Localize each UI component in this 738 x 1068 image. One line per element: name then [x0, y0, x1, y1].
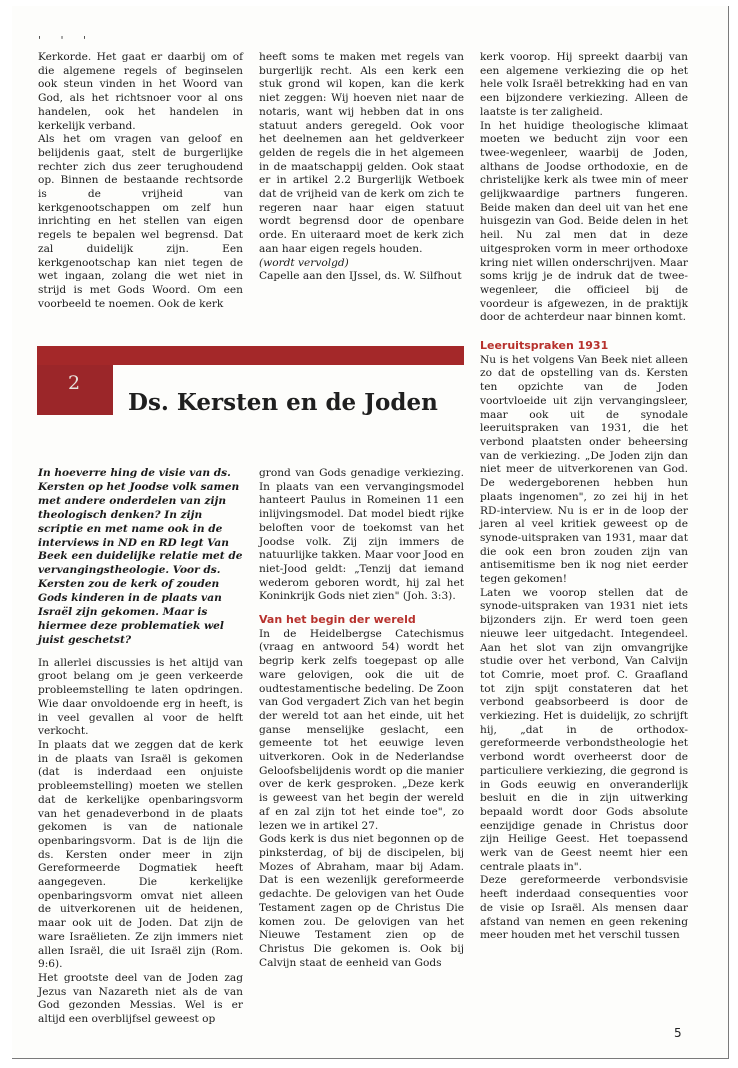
paragraph: heeft soms te maken met regels van burgerlijk recht. Als een kerk een stuk grond wil kopen, kan die kerk niet zeggen: Wij hoeven niet naar de notaris, want wij hebben dat in ons statuut anders geregeld. Ook voor het deelnemen aan het geldverkeer gelden de regels die in het algemeen in de maatschappij gelden. Ook staat er in artikel 2.2 Burgerlijk Wetboek dat de vrijheid van de kerk om zich te regeren naar haar eigen statuut wordt begrensd door de openbare orde. En uiteraard moet de kerk zich aan haar eigen regels houden. [259, 51, 464, 255]
top-column-1 [38, 51, 243, 311]
section-number-box [37, 365, 113, 415]
article-lead: In hoeverre hing de visie van ds. Kersten op het Joodse volk samen met andere onderdelen van zijn theologisch denken? In zijn scriptie en met name ook in de interviews in ND en RD legt Van Beek een duidelijke relatie met de vervangingstheologie. Voor ds. Kersten zou de kerk of zouden Gods kinderen in de plaats van Israël zijn gekomen. Maar is hiermee deze problematiek wel juist geschetst? [38, 467, 243, 646]
paragraph: In het huidige theologische klimaat moeten we beducht zijn voor een twee-wegenleer, waarbij de Joden, althans de Joodse orthodoxie, en de christelijke kerk als twee min of meer gelijkwaardige partners fungeren. Beide maken dan deel uit van het ene huisgezin van God. Beide delen in het heil. Nu zal men dat in deze uitgesproken vorm in meer orthodoxe kring niet willen onderschrijven. Maar soms krijg je de indruk dat de twee-wegenleer, die officieel bij de voordeur is afgewezen, in de praktijk door de achterdeur naar binnen komt. [480, 119, 688, 324]
scan-marks: ' ' ' [38, 34, 95, 47]
paragraph: Laten we voorop stellen dat de synode-uitspraken van 1931 niet iets bijzonders zijn. Er werd toen geen nieuwe leer uitgedacht. Integendeel. Aan het slot van zijn omvangrijke studie over het verbond, Van Calvijn tot Comrie, moet prof. C. Graafland tot zijn spijt constateren dat het verbond geabsorbeerd is door de verkiezing. Het is duidelijk, zo schrijft hij, „dat in de orthodox-gereformeerde verbondstheologie het verbond wordt overheerst door de particuliere verkiezing, die gegrond is in Gods eeuwig en onveranderlijk besluit en die in zijn uitwerking bepaald wordt door Gods absolute eenzijdige genade in Christus door zijn Heilige Geest. Het toepassend werk van de Geest neemt hier een centrale plaats in". [480, 586, 688, 873]
paragraph: grond van Gods genadige verkiezing. In plaats van een vervangingsmodel hanteert Paulus in Romeinen 11 een inlijvingsmodel. Dat model biedt rijke beloften voor de toekomst van het Joodse volk. Zij zijn immers de natuurlijke takken. Maar voor Jood en niet-Jood geldt: „Tenzij dat iemand wederom geboren wordt, hij zal het Koninkrijk Gods niet zien" (Joh. 3:3). [259, 467, 464, 603]
paragraph: kerk voorop. Hij spreekt daarbij van een algemene verkiezing die op het hele volk Israël betrekking had en van een bijzondere verkiezing. Alleen de laatste is ter zaligheid. [480, 51, 688, 118]
section-number: 2 [68, 372, 81, 394]
continued-note: (wordt vervolgd) [259, 256, 349, 269]
subheading: Van het begin der wereld [259, 613, 416, 627]
top-column-2 [259, 51, 464, 284]
paragraph: Kerkorde. Het gaat er daarbij om of die algemene regels of beginselen ook steun vinden in het Woord van God, als het richtsnoer voor al ons handelen, ook het handelen in kerkelijk verband. [38, 51, 243, 132]
paragraph: Deze gereformeerde verbondsvisie heeft inderdaad consequenties voor de visie op Israël. Als mensen daar afstand van nemen en geen rekening meer houden met het verschil tussen [480, 874, 688, 942]
article-column-3 [480, 51, 688, 943]
paragraph: Gods kerk is dus niet begonnen op de pinksterdag, of bij de discipelen, bij Mozes of Abraham, maar bij Adam. Dat is een wezenlijk gereformeerde gedachte. De gelovigen van het Oude Testament zagen op de Christus Die komen zou. De gelovigen van het Nieuwe Testament zien op de Christus Die gekomen is. Ook bij Calvijn staat de eenheid van Gods [259, 833, 464, 969]
article-title: Ds. Kersten en de Joden [128, 389, 438, 416]
subheading: Leeruitspraken 1931 [480, 339, 609, 353]
paragraph: In de Heidelbergse Catechismus (vraag en antwoord 54) wordt het begrip kerk zelfs toegepast op alle ware gelovigen, ook die uit de oudtestamentische bedeling. De Zoon van God vergadert Zich van het begin der wereld tot aan het einde, uit het ganse menselijke geslacht, een gemeente tot het eeuwige leven uitverkoren. Ook in de Nederlandse Geloofsbelijdenis wordt op die manier over de kerk gesproken. „Deze kerk is geweest van het begin der wereld af en zal zijn tot het einde toe", zo lezen we in artikel 27. [259, 627, 464, 832]
article-column-2 [259, 467, 464, 970]
paragraph: Nu is het volgens Van Beek niet alleen zo dat de opstelling van ds. Kersten ten opzichte van de Joden voortvloeide uit zijn vervangingsleer, maar ook uit de synodale leeruitspraken van 1931, die het verbond plaatsten onder beheersing van de verkiezing. „De Joden zijn dan niet meer de uitverkorenen van God. De wedergeborenen hebben hun plaats ingenomen", zo zei hij in het RD-interview. Nu is er in de loop der jaren al veel kritiek geweest op de synode-uitspraken van 1931, maar dat die ook een bron zouden zijn van antisemitisme ben ik nog niet eerder tegen gekomen! [480, 353, 688, 586]
page-number: 5 [674, 1026, 682, 1040]
paragraph: Het grootste deel van de Joden zag Jezus van Nazareth niet als de van God gezonden Messias. Wel is er altijd een overblijfsel geweest op [38, 971, 243, 1026]
author-signature: Capelle aan den IJssel, ds. W. Silfhout [259, 270, 462, 283]
article-column-1 [38, 467, 243, 1027]
section-band [37, 346, 464, 365]
paragraph: In plaats dat we zeggen dat de kerk in de plaats van Israël is gekomen (dat is inderdaad een onjuiste probleemstelling) moeten we stellen dat de kerkelijke openbaringsvorm van het genadeverbond in de plaats gekomen is van de nationale openbaringsvorm. Dat is de lijn die ds. Kersten onder meer in zijn Gereformeerde Dogmatiek heeft aangegeven. Die kerkelijke openbaringsvorm omvat niet alleen de uitverkorenen uit de heidenen, maar ook uit de Joden. Dat zijn de ware Israëlieten. Ze zijn immers niet allen Israël, die uit Israël zijn (Rom. 9:6). [38, 739, 243, 971]
paragraph: Als het om vragen van geloof en belijdenis gaat, stelt de burgerlijke rechter zich dus zeer terughoudend op. Binnen de bestaande rechtsorde is de vrijheid van kerkgenootschappen om zelf hun inrichting en het stellen van eigen regels te bepalen wel begrensd. Dat zal duidelijk zijn. Een kerkgenootschap kan niet tegen de wet ingaan, zolang die wet niet in strijd is met Gods Woord. Om een voorbeeld te noemen. Ook de kerk [38, 133, 243, 310]
paragraph: In allerlei discussies is het altijd van groot belang om je geen verkeerde probleemstelling te laten opdringen. Wie daar onvoldoende erg in heeft, is in veel gevallen al voor de helft verkocht. [38, 656, 243, 738]
